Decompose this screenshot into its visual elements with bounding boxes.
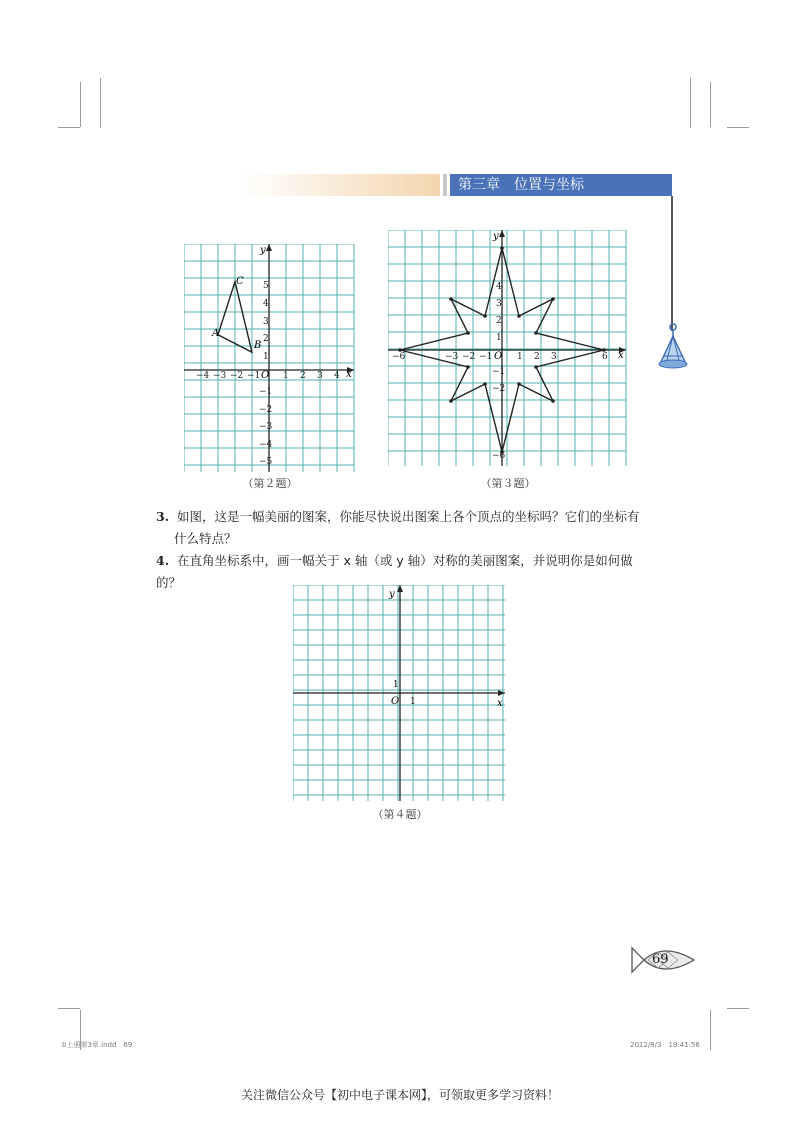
fig2-y-tick: −4 (259, 440, 273, 450)
fig2-y-tick: −5 (259, 457, 273, 467)
star-vertex (500, 246, 504, 250)
fig2-y-tick: −1 (259, 387, 273, 397)
fig3-x-tick: 6 (602, 352, 608, 362)
star-vertex (517, 314, 521, 318)
star-vertex (483, 382, 487, 386)
star-vertex (449, 297, 453, 301)
crop-mark (727, 1008, 749, 1009)
star-vertex (517, 382, 521, 386)
fig4-y-tick: 1 (393, 680, 399, 690)
problem-3-text-line1: 如图，这是一幅美丽的图案，你能尽快说出图案上各个顶点的坐标吗？它们的坐标有 (177, 509, 640, 524)
fig4-x-arrow (498, 690, 505, 696)
bottom-note: 关注微信公众号【初中电子课本网】，可领取更多学习资料！ (240, 1088, 559, 1102)
crop-mark (58, 1008, 80, 1009)
fig2-point-a: A (212, 328, 220, 339)
footer-timestamp: 2012/8/3 19:41:56 (630, 1041, 700, 1049)
fig2-y-tick: 2 (263, 334, 269, 344)
fig2-y-tick: −2 (259, 405, 273, 415)
problem-3-text-line2: 什么特点？ (174, 531, 237, 546)
fig2-x-tick: 3 (317, 371, 323, 381)
fig3-caption: （第３题） (480, 477, 536, 490)
star-vertex (483, 314, 487, 318)
figure-2-graph (184, 244, 356, 474)
fig3-y-tick: 3 (496, 299, 502, 309)
fig2-x-label: x (346, 369, 352, 380)
fig2-y-tick: 3 (263, 317, 269, 327)
fig2-point-c: C (236, 276, 244, 287)
fig2-y-tick: −3 (259, 422, 273, 432)
problem-4-number: 4. (156, 553, 170, 568)
margin-line (671, 196, 673, 331)
fig4-origin: O (391, 696, 400, 707)
fig4-x-tick: 1 (410, 697, 416, 707)
fig3-y-arrow (499, 230, 505, 237)
fig4-caption: （第４题） (372, 808, 428, 821)
crop-mark (727, 127, 749, 128)
fig2-x-tick: 1 (283, 371, 289, 381)
fig2-x-tick: −2 (230, 371, 244, 381)
fig2-x-tick: −4 (196, 371, 210, 381)
fig3-x-tick: 1 (517, 352, 523, 362)
fig3-x-tick: 2 (534, 352, 540, 362)
star-vertex (534, 365, 538, 369)
fig2-y-tick: 1 (263, 352, 269, 362)
fig3-y-tick: 4 (496, 282, 502, 292)
fig3-y-tick: −1 (492, 367, 506, 377)
fig4-x-label: x (497, 698, 503, 709)
fig3-x-tick: −6 (392, 352, 406, 362)
fig3-x-tick: −2 (462, 352, 476, 362)
compass-icon (650, 322, 696, 372)
fig3-x-label: x (618, 350, 624, 361)
header-gradient (240, 174, 440, 196)
fig3-origin: O (494, 351, 503, 362)
star-vertex (551, 399, 555, 403)
problem-3 (156, 506, 656, 528)
fig3-x-tick: −1 (479, 352, 493, 362)
crop-mark (710, 82, 711, 127)
crop-mark (690, 78, 691, 128)
star-vertex (534, 331, 538, 335)
chapter-title: 第三章 位置与坐标 (450, 174, 672, 196)
fig2-caption: （第２题） (242, 477, 298, 490)
crop-mark (710, 1010, 711, 1050)
fig3-y-tick: 1 (496, 333, 502, 343)
header-divider (443, 174, 447, 196)
fig2-x-tick: −3 (213, 371, 227, 381)
figure-4-graph (293, 585, 507, 803)
fig2-y-arrow (266, 244, 272, 251)
star-vertex (449, 399, 453, 403)
footer-file: b上册第3章.indd 69 (62, 1041, 133, 1049)
fig3-y-tick: −6 (492, 451, 506, 461)
figure-3-graph (388, 230, 628, 468)
page-number: 69 (652, 952, 669, 967)
problem-4-text: 在直角坐标系中，画一幅关于 x 轴（或 y 轴）对称的美丽图案，并说明你是如何做的？ (156, 553, 633, 590)
star-vertex (466, 365, 470, 369)
fig3-x-tick: 3 (551, 352, 557, 362)
star-vertex (466, 331, 470, 335)
crop-mark (100, 78, 101, 128)
crop-mark (58, 127, 80, 128)
fig2-origin: O (261, 370, 270, 381)
fig3-y-tick: 2 (496, 316, 502, 326)
fig3-y-label: y (493, 231, 499, 242)
fig3-y-tick: −2 (492, 384, 506, 394)
fig2-y-label: y (260, 245, 266, 256)
star-vertex (551, 297, 555, 301)
fig2-x-tick: −1 (247, 371, 261, 381)
problem-3-cont (174, 528, 237, 550)
fig2-point-b: B (254, 340, 262, 351)
fig4-y-label: y (389, 589, 395, 600)
crop-mark (80, 82, 81, 127)
fig2-y-tick: 4 (263, 299, 269, 309)
fig2-x-tick: 2 (300, 371, 306, 381)
fig3-x-tick: −3 (445, 352, 459, 362)
problem-3-number: 3. (156, 509, 170, 524)
fig2-x-tick: 4 (334, 371, 340, 381)
fig2-y-tick: 5 (263, 281, 269, 291)
